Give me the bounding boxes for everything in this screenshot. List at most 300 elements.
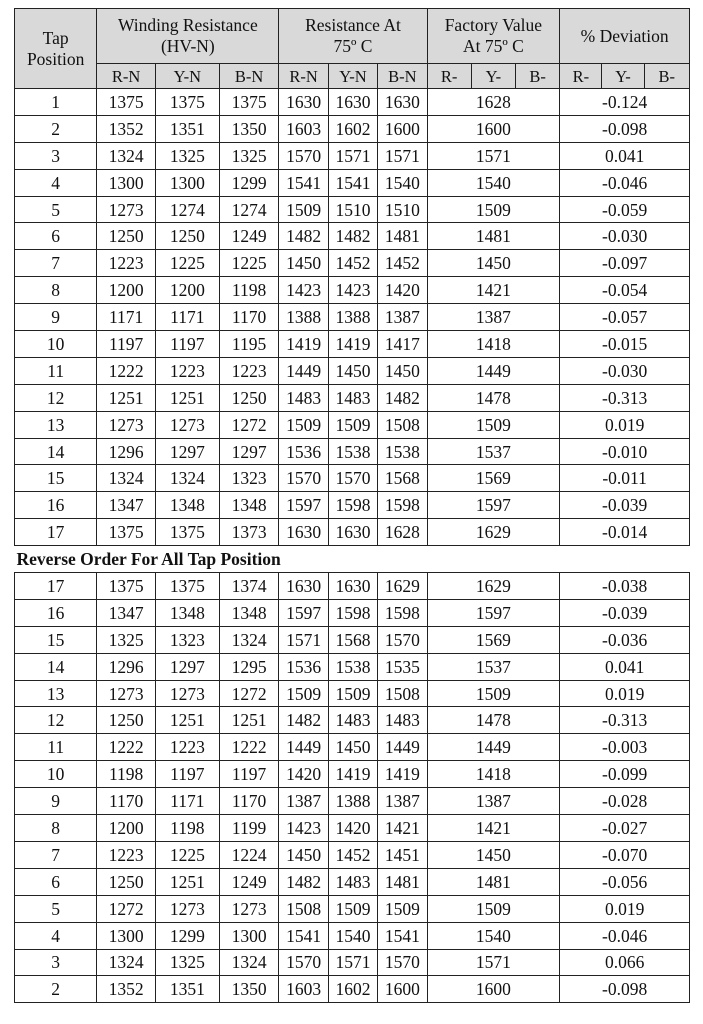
cell-tap-position: 14	[15, 438, 97, 465]
table-row	[15, 519, 690, 546]
cell-res75-rn: 1536	[279, 653, 328, 680]
cell-res75-rn: 1570	[279, 465, 328, 492]
cell-factory-value: 1509	[427, 196, 560, 223]
cell-deviation: -0.054	[560, 277, 690, 304]
cell-res75-yn: 1450	[328, 357, 377, 384]
cell-res75-rn: 1630	[279, 89, 328, 116]
cell-deviation: -0.039	[560, 599, 690, 626]
cell-deviation: -0.098	[560, 976, 690, 1003]
cell-res75-yn: 1602	[328, 115, 377, 142]
cell-deviation: -0.059	[560, 196, 690, 223]
cell-winding-rn: 1300	[97, 922, 156, 949]
cell-res75-bn: 1482	[378, 384, 427, 411]
cell-winding-rn: 1273	[97, 196, 156, 223]
cell-deviation: -0.030	[560, 223, 690, 250]
cell-winding-bn: 1348	[219, 599, 279, 626]
cell-tap-position: 2	[15, 976, 97, 1003]
cell-winding-yn: 1273	[155, 680, 219, 707]
cell-deviation: -0.124	[560, 89, 690, 116]
cell-tap-position: 7	[15, 250, 97, 277]
cell-res75-yn: 1482	[328, 223, 377, 250]
cell-winding-yn: 1323	[155, 626, 219, 653]
cell-res75-yn: 1388	[328, 788, 377, 815]
cell-res75-rn: 1482	[279, 707, 328, 734]
cell-deviation: -0.003	[560, 734, 690, 761]
cell-res75-yn: 1509	[328, 411, 377, 438]
cell-winding-yn: 1351	[155, 115, 219, 142]
cell-winding-bn: 1222	[219, 734, 279, 761]
cell-winding-yn: 1375	[155, 519, 219, 546]
cell-res75-bn: 1600	[378, 115, 427, 142]
cell-factory-value: 1571	[427, 949, 560, 976]
cell-factory-value: 1600	[427, 115, 560, 142]
cell-deviation: -0.038	[560, 573, 690, 600]
cell-factory-value: 1450	[427, 250, 560, 277]
cell-factory-value: 1597	[427, 599, 560, 626]
cell-res75-rn: 1570	[279, 142, 328, 169]
cell-res75-rn: 1509	[279, 680, 328, 707]
cell-deviation: -0.011	[560, 465, 690, 492]
table-row	[15, 922, 690, 949]
header-winding-line2: (HV-N)	[160, 36, 215, 56]
cell-res75-bn: 1598	[378, 492, 427, 519]
cell-tap-position: 5	[15, 196, 97, 223]
cell-res75-bn: 1481	[378, 868, 427, 895]
cell-factory-value: 1571	[427, 142, 560, 169]
cell-res75-yn: 1571	[328, 142, 377, 169]
cell-winding-bn: 1223	[219, 357, 279, 384]
cell-res75-yn: 1483	[328, 384, 377, 411]
cell-winding-bn: 1170	[219, 788, 279, 815]
cell-deviation: 0.019	[560, 895, 690, 922]
cell-tap-position: 5	[15, 895, 97, 922]
cell-res75-bn: 1483	[378, 707, 427, 734]
cell-res75-rn: 1419	[279, 331, 328, 358]
table-row	[15, 788, 690, 815]
cell-winding-rn: 1171	[97, 304, 156, 331]
cell-winding-yn: 1197	[155, 761, 219, 788]
cell-res75-rn: 1423	[279, 815, 328, 842]
table-row	[15, 357, 690, 384]
cell-tap-position: 14	[15, 653, 97, 680]
cell-tap-position: 11	[15, 357, 97, 384]
cell-winding-yn: 1171	[155, 304, 219, 331]
cell-res75-yn: 1630	[328, 89, 377, 116]
cell-res75-bn: 1598	[378, 599, 427, 626]
cell-res75-yn: 1510	[328, 196, 377, 223]
subheader-winding-rn: R-N	[97, 64, 156, 89]
header-deviation: % Deviation	[560, 9, 690, 64]
cell-res75-yn: 1483	[328, 707, 377, 734]
cell-winding-rn: 1352	[97, 115, 156, 142]
cell-winding-rn: 1197	[97, 331, 156, 358]
cell-res75-rn: 1482	[279, 868, 328, 895]
cell-res75-bn: 1600	[378, 976, 427, 1003]
cell-factory-value: 1449	[427, 357, 560, 384]
cell-deviation: -0.070	[560, 841, 690, 868]
cell-factory-value: 1421	[427, 277, 560, 304]
cell-winding-bn: 1170	[219, 304, 279, 331]
cell-deviation: 0.066	[560, 949, 690, 976]
table-row	[15, 465, 690, 492]
cell-res75-bn: 1535	[378, 653, 427, 680]
cell-res75-bn: 1452	[378, 250, 427, 277]
cell-tap-position: 8	[15, 277, 97, 304]
table-row	[15, 653, 690, 680]
cell-deviation: -0.046	[560, 922, 690, 949]
cell-res75-rn: 1449	[279, 357, 328, 384]
cell-winding-yn: 1223	[155, 734, 219, 761]
cell-winding-yn: 1348	[155, 492, 219, 519]
header-resistance-75	[279, 9, 427, 64]
cell-res75-yn: 1452	[328, 250, 377, 277]
cell-res75-bn: 1387	[378, 788, 427, 815]
winding-resistance-document	[14, 8, 690, 1003]
cell-winding-yn: 1375	[155, 89, 219, 116]
cell-deviation: -0.313	[560, 707, 690, 734]
cell-winding-yn: 1325	[155, 142, 219, 169]
cell-res75-rn: 1536	[279, 438, 328, 465]
subheader-winding-bn: B-N	[219, 64, 279, 89]
cell-tap-position: 15	[15, 626, 97, 653]
cell-res75-yn: 1540	[328, 922, 377, 949]
cell-deviation: 0.041	[560, 142, 690, 169]
cell-winding-bn: 1197	[219, 761, 279, 788]
table-row	[15, 734, 690, 761]
header-winding-resistance	[97, 9, 279, 64]
cell-winding-yn: 1375	[155, 573, 219, 600]
cell-res75-rn: 1483	[279, 384, 328, 411]
cell-winding-rn: 1250	[97, 223, 156, 250]
cell-deviation: -0.039	[560, 492, 690, 519]
cell-winding-rn: 1325	[97, 626, 156, 653]
cell-factory-value: 1629	[427, 519, 560, 546]
cell-factory-value: 1537	[427, 438, 560, 465]
cell-res75-yn: 1598	[328, 599, 377, 626]
cell-res75-rn: 1570	[279, 949, 328, 976]
cell-res75-yn: 1630	[328, 573, 377, 600]
cell-tap-position: 13	[15, 680, 97, 707]
cell-winding-yn: 1274	[155, 196, 219, 223]
table-row	[15, 277, 690, 304]
cell-winding-rn: 1324	[97, 949, 156, 976]
cell-tap-position: 9	[15, 304, 97, 331]
table-row	[15, 949, 690, 976]
cell-factory-value: 1481	[427, 223, 560, 250]
subheader-res75-yn: Y-N	[328, 64, 377, 89]
cell-winding-yn: 1299	[155, 922, 219, 949]
cell-tap-position: 17	[15, 519, 97, 546]
cell-tap-position: 17	[15, 573, 97, 600]
cell-res75-rn: 1387	[279, 788, 328, 815]
subheader-res75-rn: R-N	[279, 64, 328, 89]
table-row	[15, 680, 690, 707]
cell-tap-position: 13	[15, 411, 97, 438]
header-factory-value	[427, 9, 560, 64]
header-resistance-line2: 75º C	[333, 36, 373, 56]
cell-deviation: -0.014	[560, 519, 690, 546]
cell-winding-bn: 1198	[219, 277, 279, 304]
cell-res75-bn: 1629	[378, 573, 427, 600]
cell-res75-bn: 1508	[378, 411, 427, 438]
cell-winding-yn: 1251	[155, 384, 219, 411]
cell-winding-bn: 1373	[219, 519, 279, 546]
subheader-res75-bn: B-N	[378, 64, 427, 89]
cell-winding-yn: 1171	[155, 788, 219, 815]
cell-factory-value: 1387	[427, 304, 560, 331]
cell-res75-yn: 1450	[328, 734, 377, 761]
table-row	[15, 250, 690, 277]
cell-tap-position: 10	[15, 331, 97, 358]
cell-winding-yn: 1225	[155, 841, 219, 868]
cell-factory-value: 1509	[427, 680, 560, 707]
cell-res75-bn: 1420	[378, 277, 427, 304]
cell-winding-rn: 1222	[97, 357, 156, 384]
cell-winding-rn: 1198	[97, 761, 156, 788]
cell-res75-rn: 1541	[279, 922, 328, 949]
cell-tap-position: 12	[15, 384, 97, 411]
cell-winding-bn: 1325	[219, 142, 279, 169]
cell-factory-value: 1540	[427, 922, 560, 949]
cell-winding-bn: 1274	[219, 196, 279, 223]
cell-tap-position: 10	[15, 761, 97, 788]
cell-factory-value: 1509	[427, 895, 560, 922]
cell-res75-yn: 1602	[328, 976, 377, 1003]
header-factory-line2: At 75º C	[462, 36, 524, 56]
table-row	[15, 142, 690, 169]
section-label: Reverse Order For All Tap Position	[15, 546, 690, 573]
table-row	[15, 841, 690, 868]
cell-winding-rn: 1273	[97, 411, 156, 438]
cell-res75-rn: 1541	[279, 169, 328, 196]
subheader-factory-b: B-	[516, 64, 560, 89]
cell-res75-bn: 1541	[378, 922, 427, 949]
cell-deviation: -0.027	[560, 815, 690, 842]
subheader-factory-r: R-	[427, 64, 471, 89]
table-row	[15, 815, 690, 842]
subheader-deviation-y: Y-	[602, 64, 644, 89]
cell-tap-position: 16	[15, 599, 97, 626]
cell-res75-bn: 1628	[378, 519, 427, 546]
cell-tap-position: 9	[15, 788, 97, 815]
table-row	[15, 196, 690, 223]
cell-deviation: -0.099	[560, 761, 690, 788]
cell-res75-yn: 1420	[328, 815, 377, 842]
table-row	[15, 438, 690, 465]
cell-deviation: 0.019	[560, 411, 690, 438]
cell-factory-value: 1540	[427, 169, 560, 196]
cell-winding-bn: 1272	[219, 680, 279, 707]
cell-deviation: -0.030	[560, 357, 690, 384]
cell-winding-bn: 1195	[219, 331, 279, 358]
cell-tap-position: 8	[15, 815, 97, 842]
cell-res75-rn: 1597	[279, 492, 328, 519]
cell-deviation: 0.041	[560, 653, 690, 680]
cell-winding-rn: 1250	[97, 707, 156, 734]
table-body	[15, 89, 690, 1003]
subheader-winding-yn: Y-N	[155, 64, 219, 89]
cell-winding-bn: 1324	[219, 949, 279, 976]
table-header	[15, 9, 690, 89]
cell-factory-value: 1421	[427, 815, 560, 842]
cell-deviation: -0.097	[560, 250, 690, 277]
cell-deviation: -0.098	[560, 115, 690, 142]
cell-winding-yn: 1348	[155, 599, 219, 626]
cell-factory-value: 1478	[427, 384, 560, 411]
header-factory-line1: Factory Value	[444, 15, 543, 35]
cell-winding-rn: 1251	[97, 384, 156, 411]
cell-factory-value: 1600	[427, 976, 560, 1003]
cell-winding-yn: 1250	[155, 223, 219, 250]
subheader-deviation-r: R-	[560, 64, 602, 89]
cell-winding-rn: 1347	[97, 492, 156, 519]
cell-res75-bn: 1568	[378, 465, 427, 492]
cell-winding-yn: 1273	[155, 411, 219, 438]
cell-winding-rn: 1250	[97, 868, 156, 895]
cell-tap-position: 11	[15, 734, 97, 761]
cell-res75-bn: 1481	[378, 223, 427, 250]
cell-res75-rn: 1603	[279, 115, 328, 142]
cell-winding-rn: 1200	[97, 815, 156, 842]
cell-winding-bn: 1297	[219, 438, 279, 465]
cell-winding-rn: 1300	[97, 169, 156, 196]
cell-winding-yn: 1324	[155, 465, 219, 492]
cell-winding-yn: 1225	[155, 250, 219, 277]
cell-res75-bn: 1421	[378, 815, 427, 842]
cell-tap-position: 4	[15, 922, 97, 949]
cell-factory-value: 1481	[427, 868, 560, 895]
cell-res75-bn: 1417	[378, 331, 427, 358]
cell-winding-bn: 1350	[219, 976, 279, 1003]
header-winding-line1: Winding Resistance	[117, 15, 258, 35]
cell-res75-bn: 1540	[378, 169, 427, 196]
cell-deviation: -0.046	[560, 169, 690, 196]
cell-res75-bn: 1630	[378, 89, 427, 116]
cell-deviation: -0.028	[560, 788, 690, 815]
cell-res75-yn: 1541	[328, 169, 377, 196]
cell-winding-rn: 1375	[97, 89, 156, 116]
subheader-deviation-b: B-	[644, 64, 689, 89]
cell-winding-bn: 1375	[219, 89, 279, 116]
cell-winding-yn: 1300	[155, 169, 219, 196]
section-row	[15, 546, 690, 573]
cell-res75-rn: 1388	[279, 304, 328, 331]
cell-res75-yn: 1388	[328, 304, 377, 331]
table-row	[15, 707, 690, 734]
table-row	[15, 868, 690, 895]
cell-winding-rn: 1223	[97, 250, 156, 277]
cell-res75-rn: 1482	[279, 223, 328, 250]
table-row	[15, 573, 690, 600]
cell-winding-rn: 1170	[97, 788, 156, 815]
cell-winding-yn: 1198	[155, 815, 219, 842]
cell-res75-yn: 1483	[328, 868, 377, 895]
cell-winding-bn: 1300	[219, 922, 279, 949]
cell-winding-bn: 1273	[219, 895, 279, 922]
cell-res75-yn: 1509	[328, 895, 377, 922]
cell-factory-value: 1449	[427, 734, 560, 761]
cell-res75-rn: 1603	[279, 976, 328, 1003]
cell-res75-yn: 1630	[328, 519, 377, 546]
cell-winding-rn: 1222	[97, 734, 156, 761]
cell-factory-value: 1387	[427, 788, 560, 815]
header-tap-line1: Tap	[42, 27, 69, 48]
cell-winding-rn: 1375	[97, 519, 156, 546]
cell-res75-bn: 1570	[378, 949, 427, 976]
cell-winding-rn: 1375	[97, 573, 156, 600]
cell-deviation: 0.019	[560, 680, 690, 707]
cell-tap-position: 6	[15, 223, 97, 250]
table-row	[15, 169, 690, 196]
cell-res75-yn: 1509	[328, 680, 377, 707]
cell-res75-bn: 1538	[378, 438, 427, 465]
cell-factory-value: 1597	[427, 492, 560, 519]
cell-tap-position: 7	[15, 841, 97, 868]
cell-res75-yn: 1452	[328, 841, 377, 868]
table-row	[15, 304, 690, 331]
cell-winding-rn: 1352	[97, 976, 156, 1003]
cell-winding-yn: 1325	[155, 949, 219, 976]
cell-tap-position: 3	[15, 142, 97, 169]
cell-res75-yn: 1538	[328, 438, 377, 465]
cell-winding-bn: 1374	[219, 573, 279, 600]
cell-res75-rn: 1423	[279, 277, 328, 304]
cell-winding-yn: 1197	[155, 331, 219, 358]
cell-winding-bn: 1224	[219, 841, 279, 868]
table-row	[15, 599, 690, 626]
cell-winding-bn: 1348	[219, 492, 279, 519]
cell-tap-position: 16	[15, 492, 97, 519]
cell-res75-rn: 1450	[279, 841, 328, 868]
cell-winding-bn: 1324	[219, 626, 279, 653]
cell-winding-yn: 1251	[155, 868, 219, 895]
cell-res75-rn: 1630	[279, 573, 328, 600]
cell-winding-bn: 1272	[219, 411, 279, 438]
cell-winding-bn: 1350	[219, 115, 279, 142]
cell-res75-bn: 1387	[378, 304, 427, 331]
cell-res75-bn: 1570	[378, 626, 427, 653]
cell-winding-bn: 1249	[219, 223, 279, 250]
cell-winding-bn: 1323	[219, 465, 279, 492]
cell-res75-yn: 1423	[328, 277, 377, 304]
cell-res75-yn: 1598	[328, 492, 377, 519]
cell-res75-yn: 1571	[328, 949, 377, 976]
cell-res75-rn: 1597	[279, 599, 328, 626]
cell-winding-rn: 1200	[97, 277, 156, 304]
cell-res75-rn: 1508	[279, 895, 328, 922]
cell-factory-value: 1450	[427, 841, 560, 868]
table-row	[15, 976, 690, 1003]
cell-winding-rn: 1296	[97, 653, 156, 680]
cell-winding-bn: 1249	[219, 868, 279, 895]
cell-factory-value: 1418	[427, 761, 560, 788]
cell-tap-position: 2	[15, 115, 97, 142]
cell-factory-value: 1509	[427, 411, 560, 438]
cell-res75-bn: 1509	[378, 895, 427, 922]
cell-res75-rn: 1571	[279, 626, 328, 653]
header-resistance-line1: Resistance At	[305, 15, 401, 35]
cell-winding-yn: 1351	[155, 976, 219, 1003]
cell-winding-rn: 1324	[97, 465, 156, 492]
cell-winding-yn: 1297	[155, 438, 219, 465]
table-row	[15, 223, 690, 250]
cell-deviation: -0.015	[560, 331, 690, 358]
cell-winding-rn: 1223	[97, 841, 156, 868]
table-row	[15, 492, 690, 519]
cell-res75-bn: 1450	[378, 357, 427, 384]
cell-winding-bn: 1299	[219, 169, 279, 196]
cell-winding-bn: 1225	[219, 250, 279, 277]
